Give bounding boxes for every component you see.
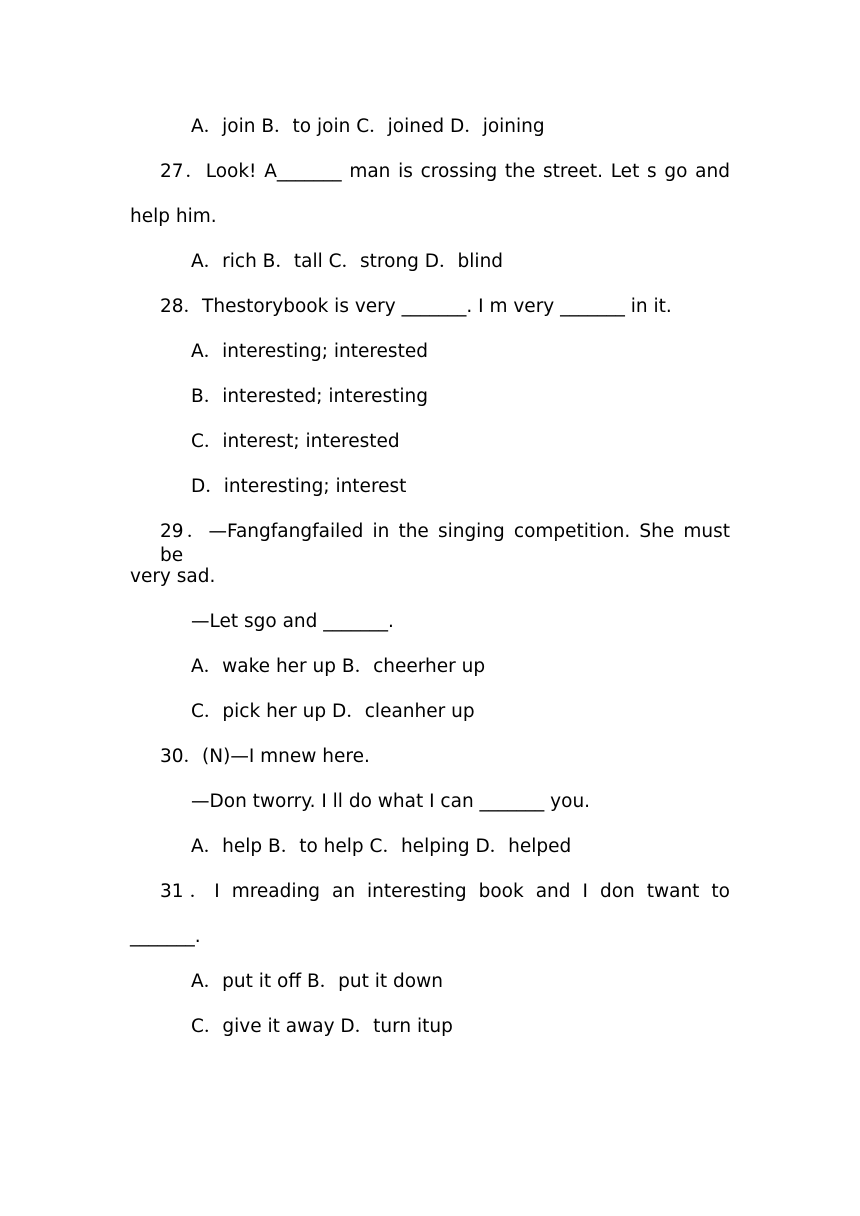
q28-option-a: A．interesting; interested [191,341,428,362]
q30-response: —Don tworry. I ll do what I can _______ you. [191,791,591,812]
q31-options-cd: C．give it away D．turn itup [191,1016,453,1037]
q26-options: A．join B．to join C．joined D．joining [191,116,545,137]
q30-question: 30．(N)—I mnew here. [160,746,370,767]
q28-option-d: D．interesting; interest [191,476,407,497]
q28-question: 28．Thestorybook is very _______. I m very _______ in it. [160,296,672,317]
q27-question: 27．Look! A_______ man is crossing the street. Let s go and [160,161,730,182]
q27-question-cont: help him. [130,206,217,227]
q29-question: 29．—Fangfangfailed in the singing competition. She must be [160,521,730,566]
q30-options: A．help B．to help C．helping D．helped [191,836,572,857]
q29-response: —Let sgo and _______. [191,611,394,632]
q29-options-cd: C．pick her up D．cleanher up [191,701,475,722]
q29-options-ab: A．wake her up B．cheerher up [191,656,486,677]
q31-question: 31．I mreading an interesting book and I don twant to [160,881,730,902]
q28-option-b: B．interested; interesting [191,386,428,407]
q31-options-ab: A．put it off B．put it down [191,971,443,992]
q29-question-cont: very sad. [130,566,216,587]
q28-option-c: C．interest; interested [191,431,400,452]
q27-options: A．rich B．tall C．strong D．blind [191,251,504,272]
q31-question-cont: _______. [130,926,201,947]
